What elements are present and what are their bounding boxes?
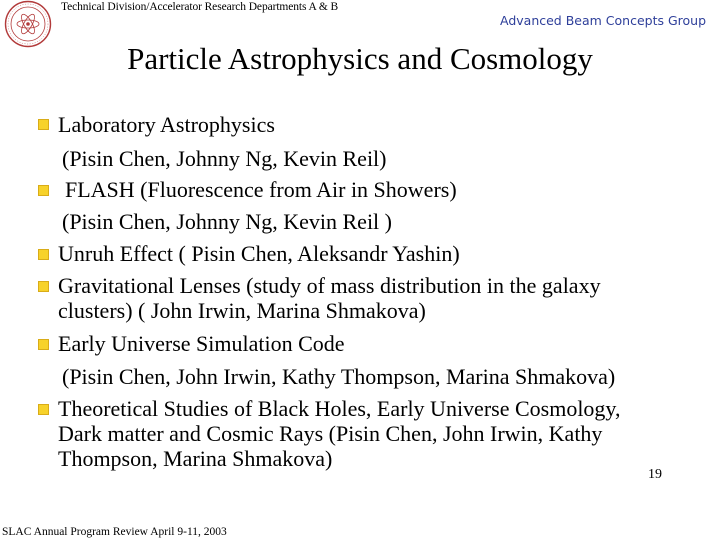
bullet-text: FLASH (Fluorescence from Air in Showers) xyxy=(65,177,457,202)
page-number: 19 xyxy=(648,467,662,482)
group-name: Advanced Beam Concepts Group xyxy=(500,13,707,28)
slide-title: Particle Astrophysics and Cosmology xyxy=(127,41,593,76)
bullet-text: Unruh Effect ( Pisin Chen, Aleksandr Yashin) xyxy=(58,241,460,266)
bullet-text: (Pisin Chen, Johnny Ng, Kevin Reil) xyxy=(62,146,387,171)
bullet-text: (Pisin Chen, Johnny Ng, Kevin Reil ) xyxy=(62,209,392,234)
bullet-marker xyxy=(38,119,49,130)
bullet-text: Gravitational Lenses (study of mass distribution in the galaxy xyxy=(58,273,601,298)
bullet-marker xyxy=(38,281,49,292)
bullet-text: Dark matter and Cosmic Rays (Pisin Chen, John Irwin, Kathy xyxy=(58,421,603,446)
bullet-marker xyxy=(38,404,49,415)
bullet-text: Thompson, Marina Shmakova) xyxy=(58,446,333,471)
bullet-text: clusters) ( John Irwin, Marina Shmakova) xyxy=(58,298,426,323)
bullet-marker xyxy=(38,249,49,260)
bullet-marker xyxy=(38,339,49,350)
department-header: Technical Division/Accelerator Research Departments A & B xyxy=(61,1,339,13)
footer-text: SLAC Annual Program Review April 9-11, 2003 xyxy=(2,526,227,538)
bullet-text: Laboratory Astrophysics xyxy=(58,112,275,137)
bullet-text: Theoretical Studies of Black Holes, Early Universe Cosmology, xyxy=(58,396,621,421)
bullet-text: (Pisin Chen, John Irwin, Kathy Thompson, Marina Shmakova) xyxy=(62,364,616,389)
bullet-marker xyxy=(38,185,49,196)
bullet-text: Early Universe Simulation Code xyxy=(58,331,345,356)
